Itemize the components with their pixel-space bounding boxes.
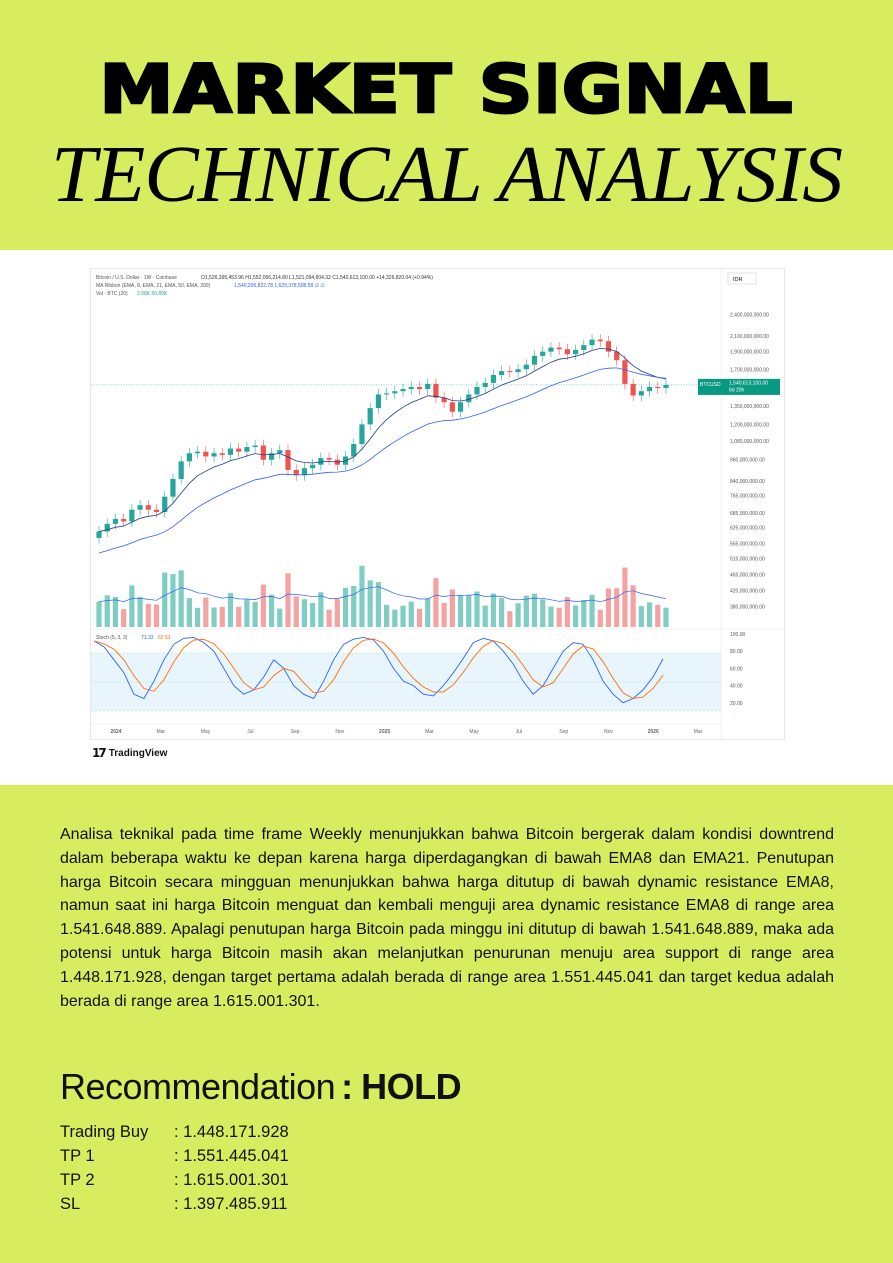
time-tick-label: Jul bbox=[515, 729, 523, 735]
candle-body bbox=[425, 384, 430, 389]
volume-bar bbox=[655, 605, 660, 627]
volume-bar bbox=[458, 595, 463, 627]
candle-body bbox=[376, 394, 381, 408]
candle-body bbox=[351, 444, 356, 456]
time-tick-label: Mar bbox=[693, 729, 703, 735]
candle-body bbox=[400, 389, 405, 391]
title-technical-analysis: TECHNICAL ANALYSIS bbox=[51, 131, 842, 219]
header bbox=[0, 0, 893, 250]
stoch-axis bbox=[730, 632, 746, 707]
volume-bar bbox=[261, 585, 266, 627]
ma-ribbon-values: 1,540,206,822.78 1,629,378,508.58 ∅ ∅ bbox=[234, 283, 325, 289]
volume-bar bbox=[532, 594, 537, 627]
title-market-signal: MARKET SIGNAL bbox=[99, 51, 794, 128]
volume-bar bbox=[359, 566, 364, 627]
candle-body bbox=[450, 402, 455, 411]
level-key: SL bbox=[60, 1195, 81, 1213]
volume-bar bbox=[302, 599, 307, 627]
volume-bar bbox=[179, 570, 184, 627]
candle-body bbox=[154, 510, 159, 512]
volume-bar bbox=[392, 610, 397, 627]
tradingview-brand bbox=[92, 746, 167, 760]
volume-bar bbox=[146, 604, 151, 627]
recommendation-label: Recommendation bbox=[60, 1066, 336, 1107]
price-tick-label: 420,000,000.00 bbox=[730, 588, 765, 595]
volume-bar bbox=[647, 602, 652, 627]
volume-bar bbox=[351, 586, 356, 627]
price-tick-label: 765,000,000.00 bbox=[730, 493, 765, 500]
price-tick-label: 565,000,000.00 bbox=[730, 541, 765, 548]
volume-bar bbox=[137, 597, 142, 627]
price-tick-label: 625,000,000.00 bbox=[730, 525, 765, 532]
candle-body bbox=[228, 449, 233, 455]
price-tick-label: 1,700,000,000.00 bbox=[730, 367, 769, 374]
volume-bar bbox=[548, 607, 553, 627]
stoch-tick-label: 80.00 bbox=[730, 649, 743, 656]
volume-bar bbox=[269, 595, 274, 627]
volume-bar bbox=[639, 606, 644, 627]
time-tick-label: 2025 bbox=[379, 729, 391, 735]
tradingview-logo-icon: 17 bbox=[92, 746, 105, 760]
stoch-tick-label: 40.00 bbox=[730, 683, 743, 690]
level-key: TP 2 bbox=[60, 1171, 95, 1189]
candle-body bbox=[474, 387, 479, 394]
volume-bar bbox=[96, 602, 101, 627]
candle-body bbox=[548, 348, 553, 352]
level-value: : 1.397.485.911 bbox=[174, 1195, 288, 1213]
volume-bar bbox=[606, 589, 611, 627]
time-tick-label: Nov bbox=[604, 729, 613, 735]
price-tick-label: 2,100,000,000.00 bbox=[730, 333, 769, 340]
stoch-tick-label: 60.00 bbox=[730, 666, 743, 673]
volume-bar bbox=[343, 588, 348, 627]
candle-body bbox=[211, 453, 216, 456]
price-tick-label: 1,080,000,000.00 bbox=[730, 439, 769, 446]
price-tag-time: 6d 20h bbox=[729, 387, 745, 394]
volume-bar bbox=[326, 610, 331, 627]
candle-body bbox=[203, 452, 208, 457]
candle-body bbox=[113, 519, 118, 524]
candle-body bbox=[285, 450, 290, 470]
stoch-d-value: 62.51 bbox=[158, 635, 171, 641]
level-value: : 1.615.001.301 bbox=[174, 1171, 289, 1189]
candle-body bbox=[368, 408, 373, 424]
candle-body bbox=[96, 531, 101, 537]
volume-bar bbox=[244, 599, 249, 627]
volume-bar bbox=[573, 605, 578, 627]
volume-bar bbox=[195, 608, 200, 627]
price-tick-label: 2,400,000,000.00 bbox=[730, 312, 769, 319]
volume-bar bbox=[598, 610, 603, 627]
candle-body bbox=[639, 391, 644, 395]
level-value: : 1.551.445.041 bbox=[174, 1147, 289, 1165]
stoch-tick-label: 20.00 bbox=[730, 700, 743, 707]
time-tick-label: Sep bbox=[290, 729, 300, 735]
volume-bar bbox=[154, 604, 159, 627]
volume-bar bbox=[228, 593, 233, 627]
price-tick-label: 1,900,000,000.00 bbox=[730, 349, 769, 356]
volume-bar bbox=[170, 574, 175, 627]
price-tick-label: 685,000,000.00 bbox=[730, 511, 765, 518]
volume-bar bbox=[121, 609, 126, 627]
candle-body bbox=[483, 383, 488, 387]
volume-bar bbox=[663, 608, 668, 627]
time-tick-label: 2024 bbox=[110, 729, 122, 735]
candle-body bbox=[137, 505, 142, 509]
volume-bar bbox=[162, 573, 167, 627]
volume-bar bbox=[187, 598, 192, 627]
price-tick-label: 1,350,000,000.00 bbox=[730, 403, 769, 410]
candle-body bbox=[236, 449, 241, 452]
recommendation-colon: : bbox=[341, 1066, 354, 1107]
candle-body bbox=[409, 387, 414, 389]
level-row-tp1 bbox=[60, 1144, 289, 1168]
candle-body bbox=[491, 375, 496, 383]
volume-bar bbox=[565, 597, 570, 627]
volume-bar bbox=[581, 600, 586, 627]
volume-bar bbox=[540, 599, 545, 627]
tradingview-chart[interactable] bbox=[90, 268, 785, 740]
ema21-line bbox=[99, 368, 666, 553]
candle-body bbox=[195, 452, 200, 454]
price-axis bbox=[730, 313, 769, 611]
time-tick-label: Jul bbox=[247, 729, 254, 735]
volume-bar bbox=[589, 595, 594, 627]
candle-body bbox=[261, 446, 266, 460]
candle-body bbox=[557, 348, 562, 350]
volume-bar bbox=[211, 607, 216, 627]
volume-bar bbox=[499, 598, 504, 627]
candle-body bbox=[384, 393, 389, 394]
candle-body bbox=[466, 394, 471, 402]
candle-body bbox=[655, 387, 660, 388]
time-tick-label: 2026 bbox=[647, 729, 659, 735]
time-tick-label: May bbox=[200, 729, 211, 735]
volume-bar bbox=[376, 582, 381, 627]
recommendation bbox=[60, 1064, 461, 1110]
candle-body bbox=[565, 349, 570, 354]
candle-body bbox=[253, 446, 258, 448]
time-tick-label: Mar bbox=[425, 729, 434, 735]
levels-table bbox=[60, 1120, 289, 1216]
recommendation-value: HOLD bbox=[361, 1066, 462, 1107]
candle-body bbox=[598, 340, 603, 342]
volume-ma-line bbox=[99, 587, 666, 602]
candle-body bbox=[244, 447, 249, 452]
volume-bars bbox=[96, 566, 668, 627]
candle-body bbox=[573, 350, 578, 354]
volume-bar bbox=[425, 598, 430, 627]
time-tick-label: Mar bbox=[156, 729, 166, 735]
candle-body bbox=[524, 365, 529, 370]
stoch-tick-label: 100.00 bbox=[730, 632, 746, 638]
volume-bar bbox=[310, 603, 315, 627]
volume-bar bbox=[318, 592, 323, 627]
price-tick-label: 515,000,000.00 bbox=[730, 556, 765, 563]
price-tick-label: 1,200,000,000.00 bbox=[730, 422, 769, 429]
price-tick-label: 465,000,000.00 bbox=[730, 572, 765, 579]
volume-bar bbox=[466, 595, 471, 627]
volume-bar bbox=[491, 594, 496, 627]
candle-body bbox=[187, 453, 192, 461]
volume-bar bbox=[409, 602, 414, 627]
candle-body bbox=[507, 371, 512, 372]
chart-symbol-line: Bitcoin / U.S. Dollar · 1W · Coinbase bbox=[96, 275, 177, 281]
volume-bar bbox=[614, 588, 619, 627]
candle-body bbox=[129, 510, 134, 522]
candle-body bbox=[532, 356, 537, 365]
candle-body bbox=[606, 341, 611, 351]
volume-bar bbox=[433, 578, 438, 627]
stoch-label: Stoch (5, 3, 3) bbox=[96, 635, 128, 641]
level-key: Trading Buy bbox=[60, 1123, 149, 1141]
volume-values: 2.08K 50.89K bbox=[137, 291, 168, 297]
volume-bar bbox=[515, 603, 520, 627]
candle-body bbox=[146, 505, 151, 509]
candle-body bbox=[310, 465, 315, 468]
candle-body bbox=[326, 458, 331, 460]
candle-body bbox=[581, 345, 586, 350]
candle-body bbox=[647, 387, 652, 391]
tradingview-brand-label: TradingView bbox=[108, 747, 168, 759]
volume-bar bbox=[557, 608, 562, 627]
candle-body bbox=[622, 360, 627, 384]
candle-body bbox=[121, 519, 126, 521]
volume-bar bbox=[474, 592, 479, 627]
ma-ribbon-label: MA Ribbon (EMA, 8, EMA, 21, EMA, 50, EMA, 200) bbox=[96, 283, 211, 289]
candle-body bbox=[220, 453, 225, 455]
candle-body bbox=[540, 352, 545, 356]
candle-body bbox=[631, 384, 636, 396]
price-tag bbox=[698, 379, 780, 395]
currency-label: IDR bbox=[733, 277, 743, 283]
level-row-tp2 bbox=[60, 1168, 289, 1192]
volume-bar bbox=[236, 607, 241, 627]
price-tag-symbol: BTCUSD bbox=[700, 381, 721, 388]
time-tick-label: May bbox=[469, 729, 479, 735]
time-axis bbox=[110, 729, 702, 735]
stoch-k-value: 71.33 bbox=[141, 635, 154, 641]
analysis-paragraph: Analisa teknikal pada time frame Weekly menunjukkan bahwa Bitcoin bergerak dalam kondisi downtrend dalam beberapa waktu ke depan karena harga diperdagangkan di bawah EMA8 dan EMA21. Penutupan harga Bitcoin secara mingguan menunjukkan bahwa harga ditutup di bawah dynamic resistance EMA8, namun saat ini harga Bitcoin menguat dan kembali menguji area dynamic resistance EMA8 di range area 1.541.648.889. Apalagi penutupan harga Bitcoin pada minggu ini ditutup di bawah 1.541.648.889, maka ada potensi untuk harga Bitcoin masih akan melanjutkan penurunan menuju area support di range area 1.448.171.928, dengan target pertama adalah berada di range area 1.551.445.041 dan target kedua adalah berada di range area 1.615.001.301. bbox=[60, 826, 834, 1010]
candle-body bbox=[179, 461, 184, 479]
volume-bar bbox=[294, 596, 299, 627]
volume-bar bbox=[400, 606, 405, 627]
volume-bar bbox=[524, 596, 529, 627]
volume-bar bbox=[622, 568, 627, 627]
volume-bar bbox=[285, 573, 290, 627]
level-key: TP 1 bbox=[60, 1147, 95, 1165]
candle-body bbox=[359, 424, 364, 444]
volume-bar bbox=[442, 603, 447, 627]
volume-bar bbox=[507, 611, 512, 627]
candles bbox=[96, 334, 668, 543]
volume-label: Vol · BTC (20) bbox=[96, 291, 128, 297]
candle-body bbox=[433, 384, 438, 398]
candle-body bbox=[499, 371, 504, 375]
volume-bar bbox=[220, 607, 225, 627]
candle-body bbox=[458, 402, 463, 411]
level-row-sl bbox=[60, 1192, 289, 1216]
volume-bar bbox=[417, 609, 422, 627]
level-row-trading-buy bbox=[60, 1120, 289, 1144]
volume-bar bbox=[129, 585, 134, 627]
volume-bar bbox=[483, 606, 488, 627]
price-tag-value: 1,540,613,100.00 bbox=[729, 380, 768, 387]
volume-bar bbox=[277, 609, 282, 627]
candle-body bbox=[515, 369, 520, 372]
candle-body bbox=[392, 391, 397, 393]
candle-body bbox=[589, 340, 594, 345]
price-tick-label: 840,000,000.00 bbox=[730, 478, 765, 485]
candle-body bbox=[417, 387, 422, 389]
price-tick-label: 960,000,000.00 bbox=[730, 457, 765, 464]
chart-ohlc: O1,526,395,453.96 H1,552,056,214.80 L1,521,094,804.32 C1,540,613,100.00 +14,326,820.04 (+0.94%) bbox=[201, 275, 433, 281]
chart-svg[interactable] bbox=[91, 269, 784, 739]
time-tick-label: Nov bbox=[335, 729, 345, 735]
candle-body bbox=[170, 479, 175, 497]
volume-bar bbox=[335, 599, 340, 627]
price-tick-label: 380,000,000.00 bbox=[730, 604, 765, 611]
candle-body bbox=[663, 385, 668, 388]
candle-body bbox=[277, 450, 282, 453]
time-tick-label: Sep bbox=[559, 729, 569, 735]
volume-bar bbox=[113, 597, 118, 627]
volume-bar bbox=[253, 602, 258, 627]
volume-bar bbox=[203, 597, 208, 627]
volume-bar bbox=[384, 605, 389, 627]
level-value: : 1.448.171.928 bbox=[174, 1123, 289, 1141]
